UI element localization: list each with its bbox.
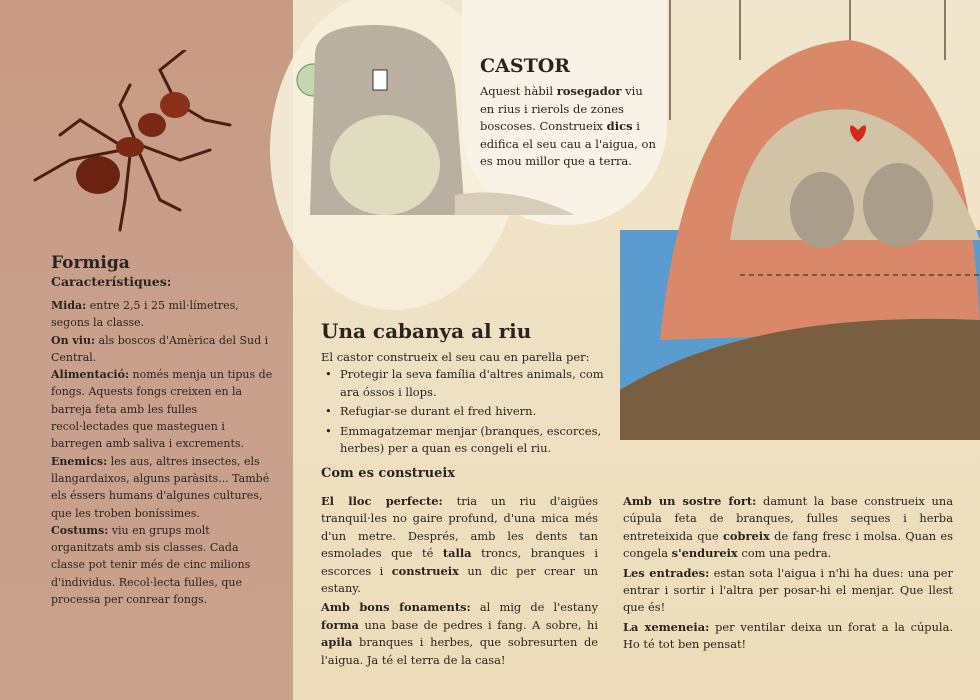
bold-text: apila (321, 635, 353, 650)
beaver-lodge-illustration (600, 0, 980, 440)
text: Aquest hàbil (480, 84, 557, 98)
bold-text: Amb un sostre fort: (623, 494, 757, 508)
text: branques i herbes, que sobresurten de l'aigua. Ja té el terra de la casa! (321, 635, 598, 667)
text: als boscos d'Amèrica del Sud i Central. (51, 333, 269, 364)
characteristic-habitat (51, 332, 273, 367)
bold-text: Les entrades: (623, 565, 710, 580)
text: estan sota l'aigua i n'hi ha dues: una per entrar i sortir i l'altra per posar-hi el menjar. Que llest que és! (623, 565, 953, 615)
text: tria un riu d'aigües tranquil·les no gaire profund, d'una mica més d'un metre. Després, amb les dents tan esmolades que té (321, 494, 599, 561)
bold-text: Mida: (51, 299, 87, 312)
list-item: • Protegir la seva família d'altres animals, com ara óssos i llops. (321, 366, 611, 401)
castor-title: CASTOR (480, 55, 571, 77)
construction-column-2 (623, 493, 953, 656)
bold-text: talla (442, 546, 472, 561)
step-entrances (623, 565, 953, 617)
bold-text: Costums: (51, 523, 109, 537)
bold-text: dics (606, 119, 633, 133)
characteristic-enemies (51, 453, 273, 522)
text: només menja un tipus de fongs. Aquests fongs creixen en la barreja feta amb les fulles recol·lectades que masteguen i barregen amb saliva i excrements. (51, 368, 273, 451)
text: i edifica el seu cau a l'aigua, on es mou millor que a terra. (480, 119, 656, 168)
sidebar-subtitle: Característiques: (51, 274, 172, 289)
bold-text: On viu: (51, 333, 96, 347)
bold-text: Amb bons fonaments: (321, 600, 471, 615)
bold-text: construeix (391, 563, 459, 578)
bold-text: forma (321, 617, 359, 632)
text: per ventilar deixa un forat a la cúpula. Ho té tot ben pensat! (623, 619, 953, 652)
text: al mig de l'estany (470, 600, 598, 615)
bold-text: El lloc perfecte: (321, 494, 443, 508)
bold-text: cobreix (722, 528, 770, 543)
text: entre 2,5 i 25 mil·límetres, segons la classe. (51, 299, 239, 330)
bold-text: Alimentació: (51, 368, 130, 382)
text: un dic per crear un estany. (321, 563, 598, 596)
step-roof (623, 493, 953, 563)
characteristic-diet (51, 366, 273, 452)
sidebar-characteristics (51, 297, 273, 608)
purpose-list (321, 366, 611, 458)
ant-illustration (30, 50, 240, 240)
characteristic-size (51, 297, 273, 332)
subsection-title: Com es construeix (321, 466, 456, 481)
text: com una pedra. (737, 546, 832, 561)
text: viu en grups molt organitzats amb sis classes. Cada classe pot tenir més de cinc milions d'individus. Recol·lecta fulles, que processa per conrear fongs. (51, 523, 251, 607)
text: viu en rius i rierols de zones boscoses. Construeix (480, 84, 643, 133)
bold-text: s'endureix (671, 546, 738, 561)
construction-column-1 (321, 493, 598, 671)
text: les aus, altres insectes, els llangardaixos, alguns paràsits... També els éssers humans d'algunes cultures, que les troben boníssimes. (51, 454, 270, 520)
list-item: • Refugiar-se durant el fred hivern. (321, 403, 611, 421)
list-item: • Emmagatzemar menjar (branques, escorces, herbes) per a quan es congeli el riu. (321, 423, 611, 458)
step-foundations (321, 599, 598, 669)
text: troncs, branques i escorces i (321, 546, 598, 578)
text: damunt la base construeix una cúpula feta de branques, fulles seques i herba entreteixida que (623, 494, 953, 543)
text: de fang fresc i molsa. Quan es congela (623, 528, 953, 561)
step-location (321, 493, 598, 597)
section-title: Una cabanya al riu (321, 319, 532, 343)
step-chimney (623, 619, 953, 654)
bold-text: rosegador (556, 84, 622, 98)
characteristic-habits (51, 522, 273, 608)
bold-text: Enemics: (51, 454, 108, 468)
bold-text: La xemeneia: (623, 619, 710, 634)
sidebar-title: Formiga (51, 253, 130, 273)
lodge-purpose (321, 350, 611, 460)
text: una base de pedres i fang. A sobre, hi (358, 617, 598, 632)
intro-text: El castor construeix el seu cau en parella per: (321, 350, 590, 364)
